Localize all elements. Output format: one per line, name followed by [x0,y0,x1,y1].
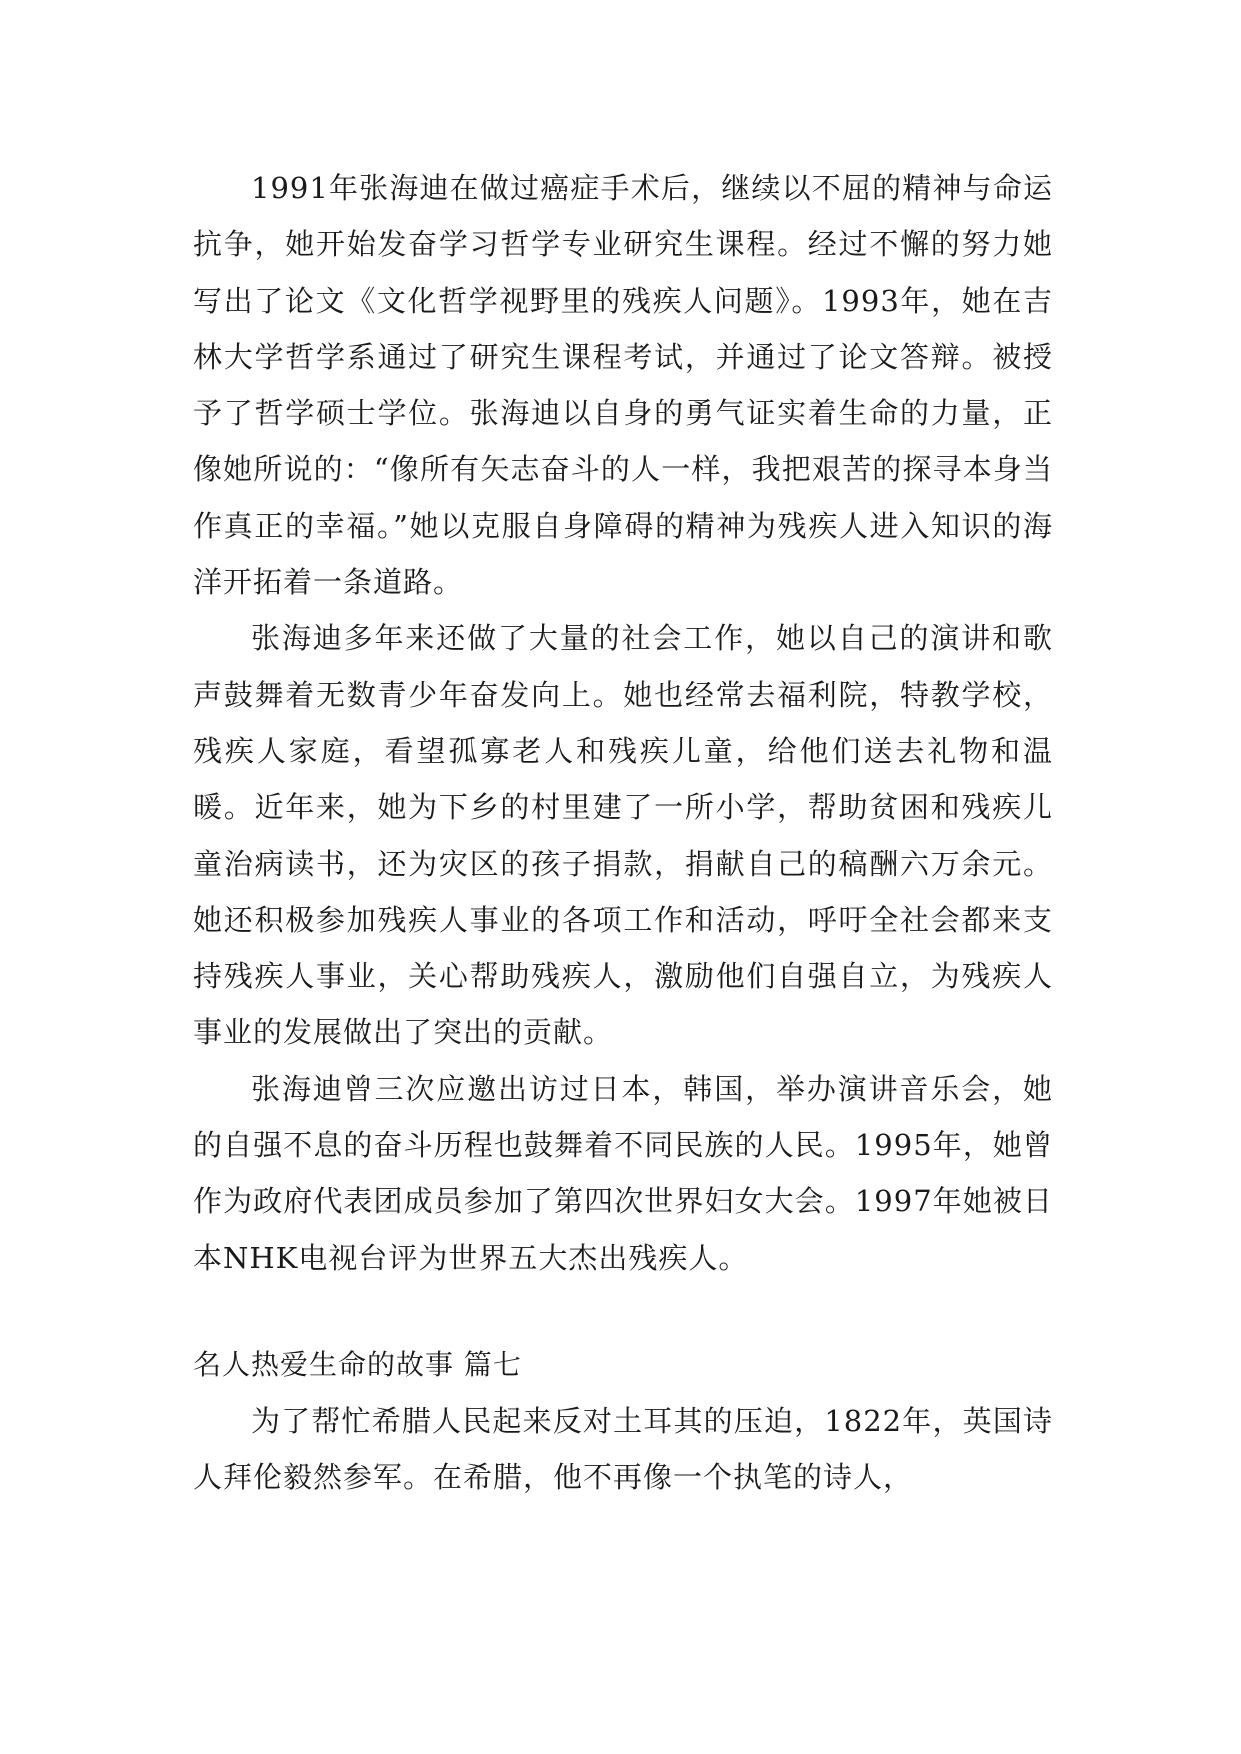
paragraph-3: 张海迪曾三次应邀出访过日本，韩国，举办演讲音乐会，她的自强不息的奋斗历程也鼓舞着不同民族的人民。1995年，她曾作为政府代表团成员参加了第四次世界妇女大会。1997年她被日本NHK电视台评为世界五大杰出残疾人。 [193,1071,1053,1275]
paragraph-2: 张海迪多年来还做了大量的社会工作，她以自己的演讲和歌声鼓舞着无数青少年奋发向上。她也经常去福利院，特教学校，残疾人家庭，看望孤寡老人和残疾儿童，给他们送去礼物和温暖。近年来，她为下乡的村里建了一所小学，帮助贫困和残疾儿童治病读书，还为灾区的孩子捐款，捐献自己的稿酬六万余元。她还积极参加残疾人事业的各项工作和活动，呼吁全社会都来支持残疾人事业，关心帮助残疾人，激励他们自强自立，为残疾人事业的发展做出了突出的贡献。 [193,621,1053,1050]
section-paragraph-1: 为了帮忙希腊人民起来反对土耳其的压迫，1822年，英国诗人拜伦毅然参军。在希腊，他不再像一个执笔的诗人， [193,1403,1053,1495]
document-page [193,160,1053,1506]
paragraph-1: 1991年张海迪在做过癌症手术后，继续以不屈的精神与命运抗争，她开始发奋学习哲学专业研究生课程。经过不懈的努力她写出了论文《文化哲学视野里的残疾人问题》。1993年，她在吉林大学哲学系通过了研究生课程考试，并通过了论文答辩。被授予了哲学硕士学位。张海迪以自身的勇气证实着生命的力量，正像她所说的：“像所有矢志奋斗的人一样，我把艰苦的探寻本身当作真正的幸福。”她以克服自身障碍的精神为残疾人进入知识的海洋开拓着一条道路。 [193,171,1053,600]
section-heading: 名人热爱生命的故事 篇七 [193,1347,522,1381]
